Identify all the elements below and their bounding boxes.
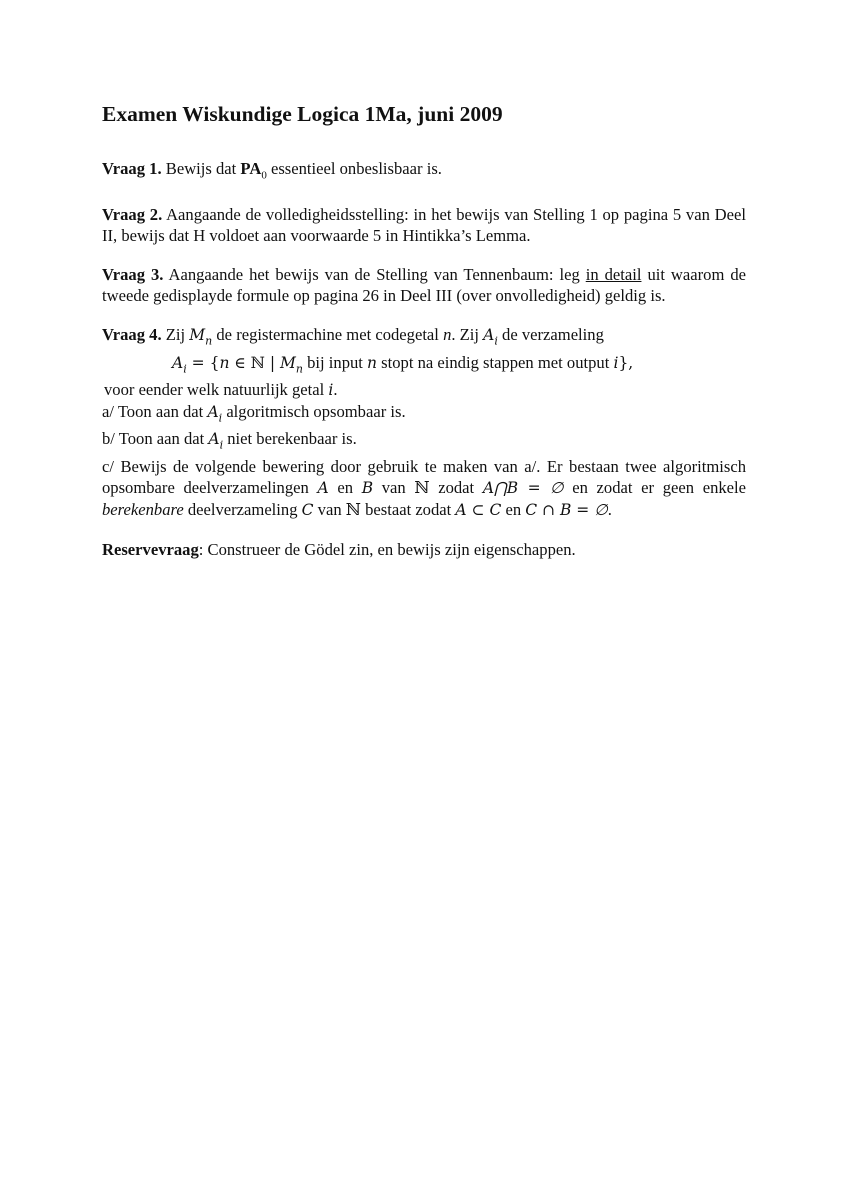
q4-intro-4: de verzameling [497, 325, 604, 345]
formula-mid-2: stopt na eindig stappen met output [377, 352, 614, 372]
formula-in: ∈ ℕ | [229, 353, 280, 372]
pa-symbol: PA [240, 159, 262, 178]
formula-i2: i [613, 353, 619, 372]
q4c-text-1: c/ Bewijs de volgende bewering door gebruik te maken van a/. Er bestaan twee algoritmisch opsombare deelverzamelingen [102, 456, 746, 497]
q4c-deel: deelverzameling [183, 499, 302, 519]
question-4-label: Vraag 4. [102, 325, 162, 345]
q4c-C: C [301, 500, 314, 519]
exam-title: Examen Wiskundige Logica 1Ma, juni 2009 [102, 102, 503, 126]
reserve-label: Reservevraag [102, 539, 199, 559]
q4c-end: . [607, 499, 612, 519]
q4a-text-2: algoritmisch opsombaar is. [222, 401, 406, 421]
question-4-intro [102, 324, 746, 351]
question-1-pre: Bewijs dat [161, 159, 241, 178]
reserve-text: : Construeer de Gödel zin, en bewijs zijn eigenschappen. [198, 539, 576, 559]
q4-A: A [483, 326, 495, 345]
question-3-underlined: in detail [585, 265, 642, 285]
q4c-van-2: van ℕ bestaat zodat [313, 499, 456, 519]
q4c-berekenbare: berekenbare [102, 499, 184, 519]
q4c-zodat: en zodat er geen enkele [563, 477, 746, 497]
question-2-text: Aangaande de volledigheidsstelling: in het bewijs van Stelling 1 op pagina 5 van Deel II, bewijs dat H voldoet aan voorwaarde 5 in Hintikka’s Lemma. [102, 205, 746, 246]
formula-A: A [172, 353, 184, 372]
question-1 [102, 158, 746, 186]
question-3 [102, 264, 746, 306]
voor-i: i [328, 380, 334, 399]
question-4a [102, 401, 746, 428]
question-2-label: Vraag 2. [102, 205, 163, 225]
q4-intro-3: . Zij [451, 325, 484, 345]
question-4-voor-line [102, 379, 746, 401]
q4b-A-sub: i [219, 438, 224, 452]
q4c-subset: A ⊂ C [455, 500, 502, 519]
q4c-A: A [317, 478, 329, 497]
question-1-post: essentieel onbeslisbaar is. [266, 159, 442, 178]
reserve-question [102, 539, 746, 560]
formula-A-sub: i [183, 361, 187, 375]
q4a-A-sub: i [218, 411, 223, 425]
formula-end: }, [618, 353, 634, 372]
q4-n: n [443, 325, 452, 345]
question-4c [102, 456, 746, 521]
set-definition-formula [102, 352, 746, 379]
question-3-pre: Aangaande het bewijs van de Stelling van Tennenbaum: leg [163, 265, 586, 285]
q4c-intersection-empty: A⋂B = ∅ [482, 478, 564, 497]
q4c-c-cap-b-empty: C ∩ B = ∅ [525, 500, 608, 519]
pa-subscript: 0 [261, 169, 267, 182]
q4-intro-2: de registermachine met codegetal [212, 325, 444, 345]
formula-M: M [280, 353, 296, 372]
q4-M-sub: n [205, 334, 213, 348]
q4-intro-1: Zij [161, 325, 190, 345]
q4b-text-1: b/ Toon aan dat [102, 429, 209, 449]
voor-end: . [333, 379, 338, 399]
q4c-en-2: en [501, 499, 526, 519]
question-3-post: uit waarom de tweede gedisplayde formule op pagina 26 in Deel III (over onvolledigheid) geldig is. [102, 265, 747, 306]
q4a-text-1: a/ Toon aan dat [102, 401, 208, 421]
q4c-van-1: van ℕ zodat [373, 477, 483, 497]
question-3-label: Vraag 3. [102, 265, 164, 285]
formula-n2: n [367, 353, 378, 372]
question-4b [102, 428, 746, 455]
q4c-en-1: en [328, 477, 362, 497]
formula-mid-1: bij input [302, 352, 368, 372]
q4c-B: B [361, 478, 374, 497]
q4a-A: A [207, 402, 219, 421]
exam-content [102, 100, 746, 578]
question-4 [102, 324, 746, 520]
q4-A-sub: i [494, 334, 498, 348]
q4-M: M [189, 326, 206, 345]
q4b-text-2: niet berekenbaar is. [223, 429, 357, 449]
formula-n: n [219, 353, 230, 372]
voor-text: voor eender welk natuurlijk getal [104, 379, 329, 399]
q4b-A: A [208, 430, 220, 449]
formula-eq: = { [186, 353, 220, 372]
formula-M-sub: n [295, 361, 303, 375]
question-1-label: Vraag 1. [102, 159, 162, 178]
question-2 [102, 204, 746, 246]
